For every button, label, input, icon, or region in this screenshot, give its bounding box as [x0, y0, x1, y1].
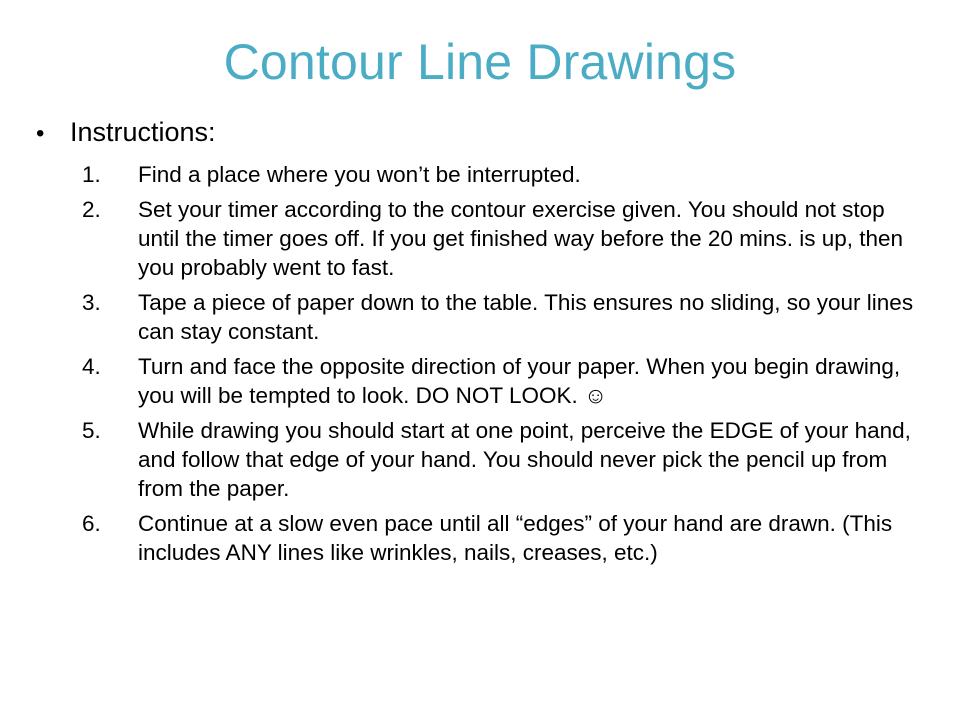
step-item: [36, 288, 916, 346]
step-number: 5.: [82, 418, 101, 443]
step-text: Tape a piece of paper down to the table. This ensures no sliding, so your lines can stay constant.: [138, 290, 914, 344]
step-number: 3.: [82, 290, 101, 315]
step-item: [36, 509, 916, 567]
step-number: 2.: [82, 197, 101, 222]
step-item: [36, 416, 916, 503]
step-item: [36, 352, 916, 410]
slide-content: [36, 114, 916, 573]
steps-list: [36, 160, 916, 567]
step-text: Set your timer according to the contour exercise given. You should not stop until the timer goes off. If you get finished way before the 20 mins. is up, then you probably went to fast.: [138, 197, 904, 280]
step-text: Continue at a slow even pace until all “edges” of your hand are drawn. (This includes ANY lines like wrinkles, nails, creases, etc.): [138, 511, 893, 565]
step-text: Find a place where you won’t be interrupted.: [138, 162, 581, 187]
step-text: Turn and face the opposite direction of your paper. When you begin drawing, you will be tempted to look. DO NOT LOOK. ☺: [138, 354, 901, 408]
step-text: While drawing you should start at one point, perceive the EDGE of your hand, and follow that edge of your hand. You should never pick the pencil up from from the paper.: [138, 418, 911, 501]
step-item: [36, 195, 916, 282]
step-number: 1.: [82, 162, 101, 187]
instructions-label: Instructions:: [70, 117, 216, 147]
step-item: [36, 160, 916, 189]
step-number: 6.: [82, 511, 101, 536]
instructions-bullet: [36, 114, 916, 152]
slide-title: Contour Line Drawings: [223, 34, 737, 90]
bullet-icon: •: [36, 120, 45, 147]
step-number: 4.: [82, 354, 101, 379]
